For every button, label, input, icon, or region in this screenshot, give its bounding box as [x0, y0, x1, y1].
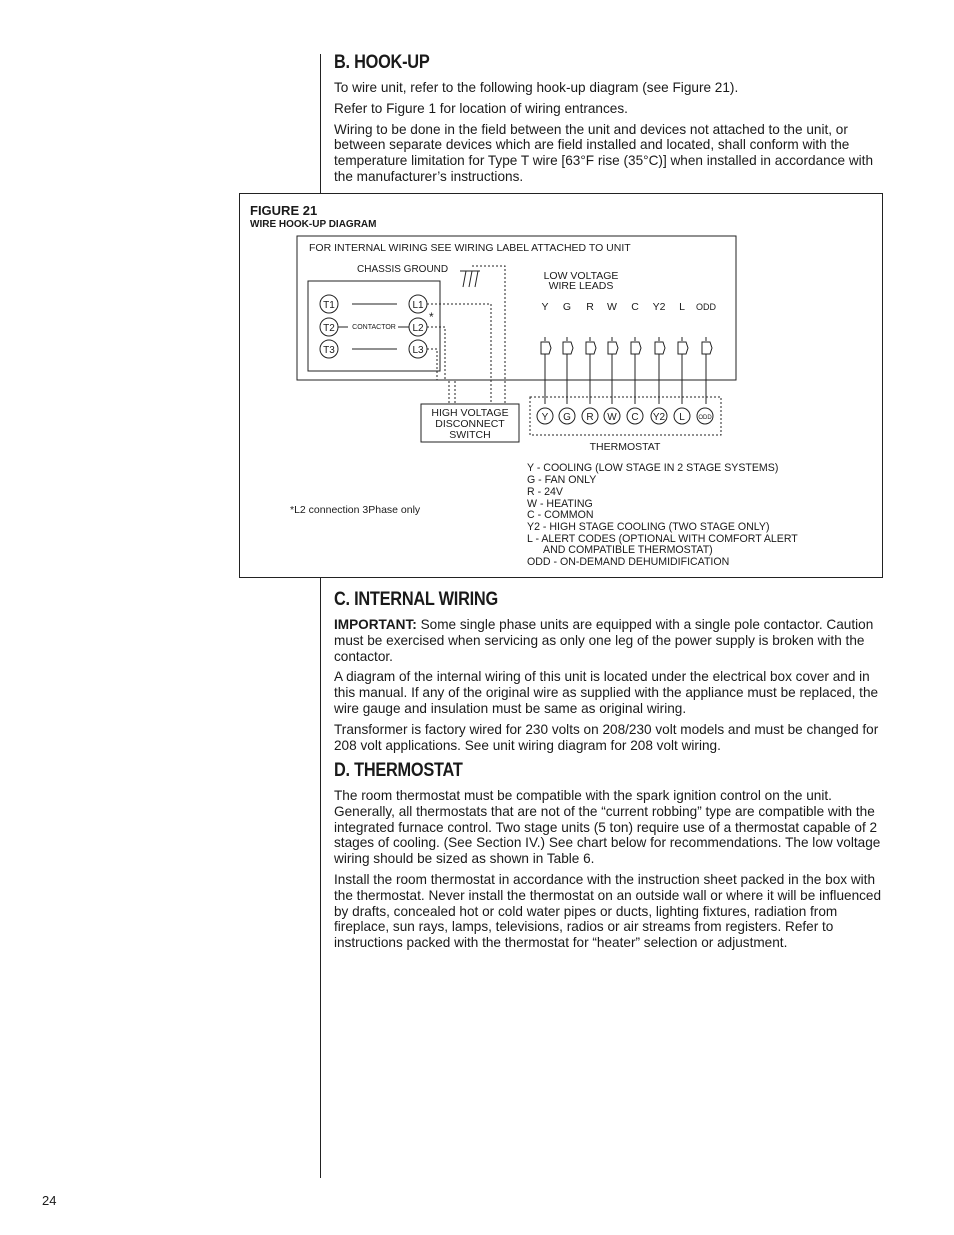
- thermostat-terminal-odd: [697, 408, 713, 424]
- thermostat-terminal-w: [604, 408, 620, 424]
- legend-line: Y - COOLING (LOW STAGE IN 2 STAGE SYSTEMS): [527, 462, 779, 474]
- terminal-t1-label: T1: [323, 300, 335, 311]
- internal-wiring-section: [334, 589, 886, 758]
- legend-line: G - FAN ONLY: [527, 474, 597, 486]
- lead-label-w: W: [607, 301, 617, 313]
- chassis-ground-label: CHASSIS GROUND: [357, 264, 449, 275]
- figure-footnote: *L2 connection 3Phase only: [290, 504, 421, 516]
- thermostat-terminal-y2-label: Y2: [652, 412, 666, 423]
- wire-nut-g: [563, 337, 573, 404]
- contactor-terminal-l2: [409, 318, 427, 336]
- contactor-label: CONTACTOR: [352, 324, 396, 331]
- wire-nut-y2: [655, 337, 665, 404]
- page-number: 24: [42, 1193, 57, 1208]
- field-wiring-dashed: [427, 266, 505, 404]
- left-column-rule-bottom: [320, 578, 321, 1178]
- legend-line: AND COMPATIBLE THERMOSTAT): [543, 544, 713, 556]
- terminal-t3-label: T3: [323, 345, 335, 356]
- legend-line: C - COMMON: [527, 509, 594, 521]
- thermostat-terminal-y: [537, 408, 553, 424]
- thermostat-paragraph-2: Install the room thermostat in accordance with the instruction sheet packed in the box with the thermostat. Never install the thermostat on an outside wall or where it will be influenced by drafts, concealed hot or cold water pipes or ducts, lighting fixtures, radiation from fireplace, sun rays, lamps, televisions, radios or air streams from registers. Refer to instructions packed with the thermostat for “heater” selection or adjustment.: [334, 871, 882, 951]
- hookup-paragraph-3: Wiring to be done in the field between the unit and devices not attached to the unit, or between separate devices which are field installed and located, shall conform with the temperature limitation for Type T wire [63°F rise (35°C)] when installed in accordance with the manufacturer’s instructions.: [334, 121, 874, 184]
- thermostat-terminal-w-label: W: [607, 412, 617, 423]
- unit-outline: [297, 236, 736, 380]
- thermostat-terminal-odd-label: ODD: [698, 415, 712, 421]
- wire-nut-r: [586, 337, 596, 404]
- thermostat-paragraph-1: The room thermostat must be compatible with the spark ignition control on the unit. Generally, all thermostats that are not of the “current robbing” type are compatible with the integrated furnace control. Two stage units (5 ton) require use of a thermostat capable of 2 stages of cooling. (See Section IV.) See chart below for recommendations. The low voltage wiring should be sized as shown in Table 6.: [334, 788, 881, 867]
- lead-label-g: G: [562, 301, 572, 313]
- important-text: Some single phase units are equipped with a single pole contactor. Caution must be exercised when servicing as only one leg of the power supply is broken with the contactor.: [334, 617, 874, 664]
- wire-nut-y: [541, 337, 551, 404]
- hookup-paragraph-1: To wire unit, refer to the following hook-up diagram (see Figure 21).: [334, 80, 739, 95]
- figure-subtitle: WIRE HOOK-UP DIAGRAM: [250, 219, 377, 230]
- wire-nut-odd: [702, 337, 712, 404]
- contactor-terminal-l1: [409, 295, 427, 313]
- lead-labels: [541, 301, 716, 313]
- disconnect-line-3: SWITCH: [449, 429, 491, 441]
- internal-wiring-paragraph-1: [334, 617, 886, 664]
- thermostat-terminal-c-label: C: [631, 412, 639, 423]
- internal-wiring-paragraph-2: A diagram of the internal wiring of this unit is located under the electrical box cover and in this manual. If any of the original wire as supplied with the appliance must be replaced, the wire gauge and insulation must be same as original wiring.: [334, 669, 879, 716]
- contactor-terminal-t2: [320, 318, 338, 336]
- low-voltage-label-1: LOW VOLTAGE: [543, 270, 619, 282]
- lead-label-c: C: [631, 301, 639, 313]
- legend-line: W - HEATING: [527, 498, 593, 510]
- thermostat-terminal-c: [627, 408, 643, 424]
- contactor-terminal-t1: [320, 295, 338, 313]
- contactor-terminal-l3: [409, 340, 427, 358]
- terminal-l3-label: L3: [412, 345, 424, 356]
- thermostat-terminal-y-label: Y: [541, 412, 549, 423]
- important-label: IMPORTANT:: [334, 617, 417, 632]
- internal-wiring-note: FOR INTERNAL WIRING SEE WIRING LABEL ATTACHED TO UNIT: [309, 242, 631, 254]
- thermostat-terminal-g: [559, 408, 575, 424]
- low-voltage-label-2: WIRE LEADS: [548, 280, 614, 292]
- legend-line: R - 24V: [527, 486, 563, 498]
- chassis-ground-icon: [460, 271, 480, 287]
- figure-title: FIGURE 21: [250, 203, 318, 218]
- terminal-t2-label: T2: [323, 323, 335, 334]
- thermostat-terminals: [537, 408, 713, 424]
- lead-label-y2: Y2: [652, 301, 666, 313]
- lead-label-r: R: [586, 301, 594, 313]
- thermostat-terminal-r: [582, 408, 598, 424]
- wire-nut-c: [631, 337, 641, 404]
- l2-asterisk: *: [429, 310, 434, 324]
- legend-line: ODD - ON-DEMAND DEHUMIDIFICATION: [527, 556, 730, 568]
- disconnect-line-1: HIGH VOLTAGE: [431, 407, 509, 419]
- thermostat-terminal-y2: [651, 408, 667, 424]
- thermostat-terminal-g-label: G: [563, 412, 571, 423]
- legend-line: L - ALERT CODES (OPTIONAL WITH COMFORT ALERT: [527, 533, 798, 545]
- wire-nut-l: [678, 337, 688, 404]
- thermostat-label: THERMOSTAT: [589, 441, 661, 453]
- thermostat-terminal-r-label: R: [586, 412, 594, 423]
- thermostat-terminal-l: [674, 408, 690, 424]
- thermostat-section: [334, 760, 886, 956]
- internal-wiring-paragraph-3: Transformer is factory wired for 230 volts on 208/230 volt models and must be changed for 208 volt applications. See unit wiring diagram for 208 volt wiring.: [334, 721, 879, 753]
- hookup-paragraph-2: Refer to Figure 1 for location of wiring entrances.: [334, 100, 628, 116]
- wire-hookup-diagram: [0, 0, 954, 580]
- terminal-l1-label: L1: [412, 300, 424, 311]
- contactor-terminal-t3: [320, 340, 338, 358]
- lead-label-y: Y: [541, 301, 549, 313]
- hookup-heading: B. HOOK-UP: [334, 52, 430, 73]
- thermostat-terminal-l-label: L: [679, 412, 685, 423]
- terminal-l2-label: L2: [412, 323, 424, 334]
- lead-label-odd: ODD: [696, 302, 716, 312]
- legend-line: Y2 - HIGH STAGE COOLING (TWO STAGE ONLY): [527, 521, 770, 533]
- internal-wiring-heading: C. INTERNAL WIRING: [334, 589, 498, 610]
- thermostat-heading: D. THERMOSTAT: [334, 760, 463, 781]
- lead-label-l: L: [679, 301, 685, 313]
- disconnect-line-2: DISCONNECT: [435, 418, 505, 430]
- wire-nut-w: [608, 337, 618, 404]
- low-voltage-leads: [541, 337, 712, 404]
